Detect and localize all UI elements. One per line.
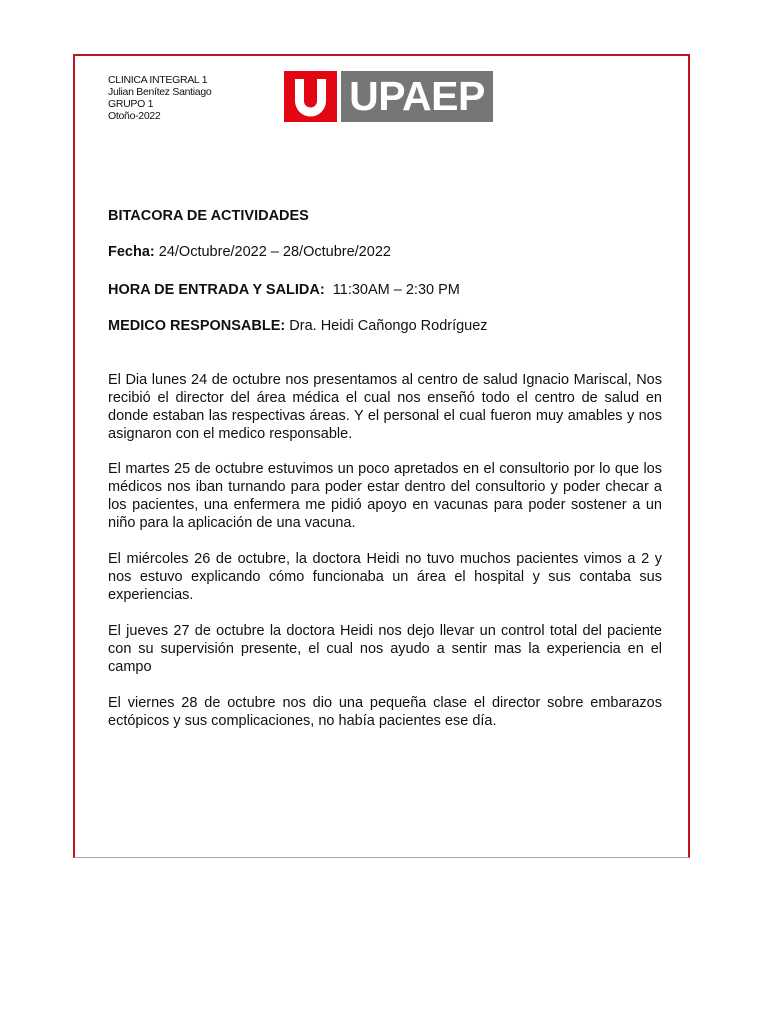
student-info-block — [108, 74, 211, 122]
student-name: Julian Benítez Santiago — [108, 86, 212, 98]
hours-label: HORA DE ENTRADA Y SALIDA: — [108, 282, 325, 298]
paragraph-tuesday: El martes 25 de octubre estuvimos un poco apretados en el consultorio por lo que los médicos nos iban turnando para poder estar dentro del consultorio y poder checar a los pacientes, una enfermera me pidió apoyo en vacunas para poder sostener a un niño para la aplicación de una vacuna. — [108, 461, 662, 531]
doctor-line — [108, 317, 488, 335]
doctor-label: MEDICO RESPONSABLE: — [108, 318, 286, 334]
paragraph-thursday: El jueves 27 de octubre la doctora Heidi nos dejo llevar un control total del paciente con su supervisión presente, el cual nos ayudo a sentir mas la experiencia en el campo — [108, 623, 662, 675]
hours-value: 11:30AM – 2:30 PM — [324, 282, 460, 298]
page-border — [73, 54, 690, 858]
term-name: Otoño-2022 — [108, 110, 161, 122]
hours-line — [108, 281, 460, 299]
upaep-u-mark-icon — [284, 71, 337, 122]
upaep-logo — [284, 71, 493, 122]
document-title: BITACORA DE ACTIVIDADES — [108, 208, 309, 224]
date-line — [108, 243, 391, 261]
group-name: GRUPO 1 — [108, 98, 154, 110]
date-value: 24/Octubre/2022 – 28/Octubre/2022 — [154, 244, 391, 260]
paragraph-monday: El Dia lunes 24 de octubre nos presentamos al centro de salud Ignacio Mariscal, Nos recibió el director del área médica el cual nos enseñó todo el centro de salud en donde estaban las respectivas áreas. Y el personal el cual fueron muy amables y nos asignaron con el medico responsable. — [108, 372, 662, 442]
date-label: Fecha: — [108, 244, 155, 260]
paragraph-wednesday: El miércoles 26 de octubre, la doctora Heidi no tuvo muchos pacientes vimos a 2 y nos estuvo explicando cómo funcionaba un área el hospital y sus contaba sus experiencias. — [108, 551, 662, 603]
upaep-wordmark: UPAEP — [341, 71, 493, 122]
course-name: CLINICA INTEGRAL 1 — [108, 74, 208, 86]
paragraph-friday: El viernes 28 de octubre nos dio una pequeña clase el director sobre embarazos ectópicos y sus complicaciones, no había pacientes ese día. — [108, 695, 662, 729]
doctor-value: Dra. Heidi Cañongo Rodríguez — [285, 318, 488, 334]
